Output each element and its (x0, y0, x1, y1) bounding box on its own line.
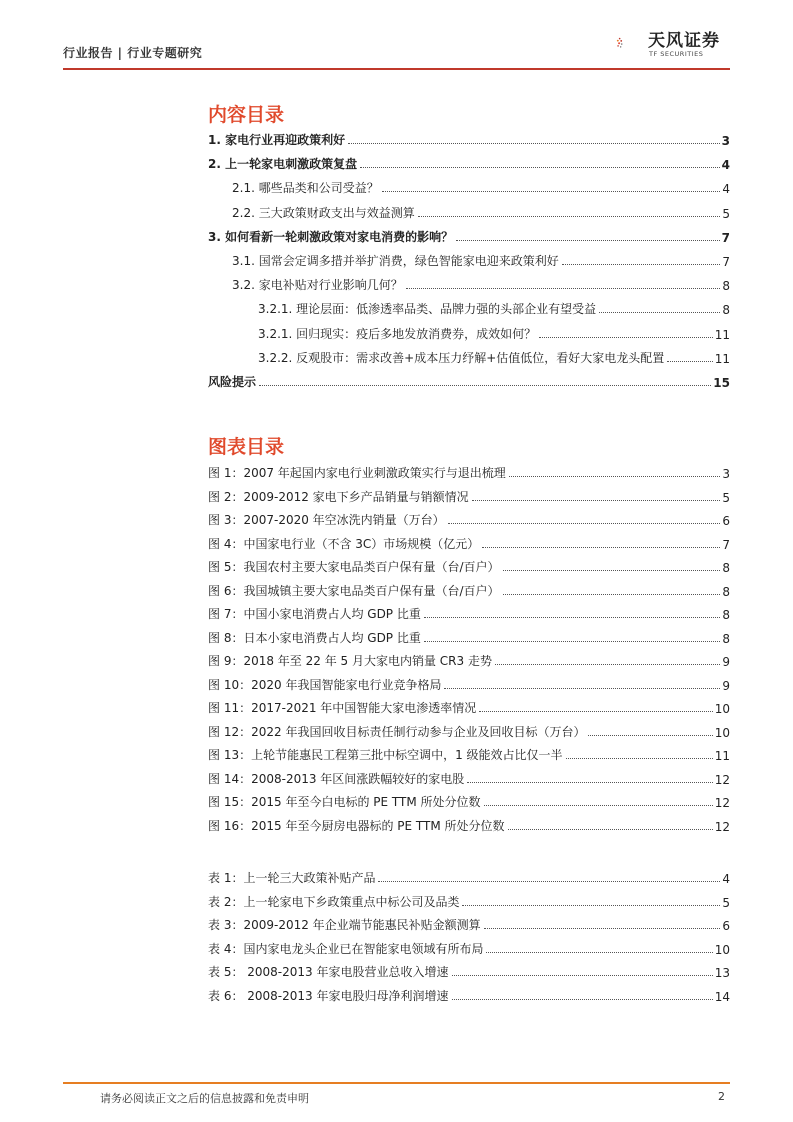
logo-dot (618, 42, 620, 44)
toc-entry-page: 7 (722, 537, 730, 552)
toc-entry-title: 3.2.1. 理论层面：低渗透率品类、品牌力强的头部企业有望受益 (258, 302, 597, 317)
footer-divider (63, 1082, 730, 1084)
toc-entry-page: 5 (722, 895, 730, 910)
toc-entry-title: 1. 家电行业再迎政策利好 (208, 133, 346, 147)
toc-entry-title: 表 1：上一轮三大政策补贴产品 (208, 871, 376, 885)
toc-entry-page: 8 (722, 608, 730, 622)
toc-entry-page: 11 (714, 327, 730, 342)
logo-dot (621, 43, 623, 45)
dot-leader (509, 476, 721, 477)
dot-leader (348, 143, 720, 144)
toc-entry-title: 2.2. 三大政策财政支出与效益测算 (232, 205, 415, 220)
toc-entry[interactable] (208, 915, 730, 933)
dot-leader (444, 688, 720, 689)
toc-entry[interactable] (208, 154, 730, 172)
toc-entry-page: 4 (721, 158, 730, 173)
toc-entry-page: 12 (714, 819, 730, 834)
toc-entry-page: 10 (714, 702, 730, 716)
toc-entry[interactable] (208, 675, 730, 693)
toc-entry-title: 图 15：2015 年至今白电标的 PE TTM 所处分位数 (208, 795, 481, 809)
toc-entry-title: 表 6： 2008-2013 年家电股归母净利润增速 (208, 988, 449, 1003)
toc-entry[interactable] (232, 203, 730, 221)
toc-entry-page: 7 (722, 255, 730, 269)
toc-entry-title: 图 12：2022 年我国回收目标责任制行动参与企业及回收目标（万台） (208, 724, 586, 739)
page-number: 2 (718, 1090, 725, 1103)
toc-entry[interactable] (208, 227, 730, 245)
dot-leader (472, 500, 721, 501)
toc-entry-page: 8 (722, 561, 730, 575)
toc-entry-page: 10 (714, 725, 730, 740)
logo-name: 天风证券 (648, 31, 720, 51)
toc-entry[interactable] (208, 651, 730, 669)
toc-entry-page: 14 (714, 989, 730, 1004)
toc-entry-page: 8 (722, 584, 730, 599)
dot-leader (456, 240, 720, 241)
toc-entry-page: 5 (722, 206, 730, 221)
dot-leader (482, 547, 720, 548)
toc-entry[interactable] (258, 348, 730, 366)
logo-dot (617, 40, 619, 42)
toc-entry[interactable] (232, 251, 730, 269)
toc-entry-title: 图 11：2017-2021 年中国智能大家电渗透率情况 (208, 701, 477, 715)
toc-entry-title: 图 14：2008-2013 年区间涨跌幅较好的家电股 (208, 771, 465, 786)
toc-entry-title: 表 3：2009-2012 年企业端节能惠民补贴金额测算 (208, 918, 481, 932)
toc-entry[interactable] (208, 581, 730, 599)
toc-entry-page: 5 (722, 490, 730, 505)
toc-entry-page: 9 (722, 655, 730, 669)
toc-entry-title: 图 10：2020 年我国智能家电行业竞争格局 (208, 677, 442, 692)
toc-entry[interactable] (208, 986, 730, 1004)
toc-entry-page: 8 (722, 303, 730, 318)
toc-entry-title: 图 5：我国农村主要大家电品类百户保有量（台/百户） (208, 560, 500, 574)
toc-entry-page: 6 (722, 919, 730, 933)
toc-entry[interactable] (208, 463, 730, 481)
toc-entry-title: 风险提示 (208, 375, 257, 389)
toc-entry-title: 表 4：国内家电龙头企业已在智能家电领域有所布局 (208, 941, 484, 956)
tf-securities-logo (616, 20, 646, 66)
toc-entry[interactable] (208, 745, 730, 763)
dot-leader (562, 264, 721, 265)
dot-leader (382, 191, 721, 192)
dot-leader (566, 758, 713, 759)
toc-entry[interactable] (208, 939, 730, 957)
toc-entry[interactable] (232, 275, 730, 293)
dot-leader (467, 782, 712, 783)
toc-entry-page: 8 (722, 631, 730, 646)
toc-entry-page: 11 (714, 749, 730, 763)
dot-leader (503, 570, 721, 571)
dot-leader (452, 975, 713, 976)
dot-leader (479, 711, 712, 712)
contents-title: 内容目录 (208, 104, 285, 126)
toc-entry[interactable] (208, 816, 730, 834)
toc-entry[interactable] (208, 962, 730, 980)
toc-entry-title: 3.2.2. 反观股市：需求改善+成本压力纾解+估值低位，看好大家电龙头配置 (258, 350, 665, 365)
toc-entry-page: 7 (721, 230, 730, 245)
toc-entry-title: 图 16：2015 年至今厨房电器标的 PE TTM 所处分位数 (208, 818, 505, 833)
dot-leader (424, 641, 721, 642)
report-breadcrumb: 行业报告 | 行业专题研究 (63, 46, 203, 60)
toc-entry-page: 3 (721, 134, 730, 148)
toc-entry-page: 10 (714, 942, 730, 957)
toc-entry-title: 3.1. 国常会定调多措并举扩消费，绿色智能家电迎来政策利好 (232, 254, 559, 268)
dot-leader (484, 805, 713, 806)
toc-entry-page: 6 (722, 514, 730, 528)
toc-entry-title: 3.2. 家电补贴对行业影响几何？ (232, 278, 403, 293)
dot-leader (406, 288, 721, 289)
dot-leader (508, 829, 713, 830)
toc-entry-title: 表 5： 2008-2013 年家电股营业总收入增速 (208, 965, 449, 979)
toc-entry[interactable] (208, 510, 730, 528)
dot-leader (462, 905, 720, 906)
dot-leader (667, 361, 712, 362)
logo-subtitle: TF SECURITIES (649, 50, 704, 58)
toc-entry[interactable] (208, 792, 730, 810)
toc-entry-page: 4 (722, 182, 730, 197)
toc-entry-page: 3 (722, 467, 730, 481)
toc-entry-page: 13 (714, 966, 730, 980)
toc-entry-page: 9 (722, 678, 730, 693)
toc-entry-page: 8 (722, 279, 730, 294)
dot-leader (452, 999, 713, 1000)
toc-entry[interactable] (208, 868, 730, 886)
dot-leader (259, 385, 711, 386)
toc-entry-title: 图 13：上轮节能惠民工程第三批中标空调中，1 级能效占比仅一半 (208, 748, 563, 762)
header-divider (63, 68, 730, 70)
toc-entry-title: 2. 上一轮家电刺激政策复盘 (208, 157, 358, 172)
footer-disclaimer: 请务必阅读正文之后的信息披露和免责申明 (100, 1092, 309, 1105)
toc-entry-page: 11 (714, 351, 730, 366)
toc-entry[interactable] (208, 769, 730, 787)
toc-entry-title: 图 4：中国家电行业（不含 3C）市场规模（亿元） (208, 536, 480, 551)
toc-entry[interactable] (258, 324, 730, 342)
dot-leader (484, 928, 721, 929)
toc-entry[interactable] (208, 722, 730, 740)
toc-entry-page: 12 (714, 796, 730, 810)
toc-entry-page: 4 (722, 872, 730, 886)
toc-entry[interactable] (232, 178, 730, 196)
figures-title: 图表目录 (208, 436, 285, 458)
dot-leader (588, 735, 712, 736)
toc-entry[interactable] (208, 372, 730, 390)
toc-entry-title: 图 8：日本小家电消费占人均 GDP 比重 (208, 630, 421, 645)
dot-leader (418, 216, 721, 217)
toc-entry[interactable] (208, 698, 730, 716)
dot-leader (378, 881, 720, 882)
logo-dot (619, 38, 621, 40)
toc-entry-page: 15 (713, 376, 730, 390)
toc-entry-page: 12 (714, 772, 730, 787)
dot-leader (448, 523, 721, 524)
toc-entry[interactable] (208, 604, 730, 622)
dot-leader (486, 952, 712, 953)
toc-entry[interactable] (208, 557, 730, 575)
toc-entry[interactable] (208, 628, 730, 646)
dot-leader (360, 167, 720, 168)
toc-entry-title: 图 1：2007 年起国内家电行业刺激政策实行与退出梳理 (208, 466, 506, 480)
dot-leader (424, 617, 721, 618)
dot-leader (503, 594, 721, 595)
toc-entry-title: 图 3：2007-2020 年空冰洗内销量（万台） (208, 513, 445, 527)
dot-leader (495, 664, 720, 665)
toc-entry[interactable] (208, 130, 730, 148)
toc-entry-title: 表 2：上一轮家电下乡政策重点中标公司及品类 (208, 894, 460, 909)
dot-leader (539, 337, 713, 338)
toc-entry[interactable] (208, 534, 730, 552)
toc-entry-title: 图 9：2018 年至 22 年 5 月大家电内销量 CR3 走势 (208, 654, 492, 668)
toc-entry[interactable] (208, 892, 730, 910)
logo-dot (620, 46, 621, 47)
toc-entry-title: 图 6：我国城镇主要大家电品类百户保有量（台/百户） (208, 583, 500, 598)
logo-dot (620, 40, 622, 42)
dot-leader (599, 312, 720, 313)
toc-entry-title: 3. 如何看新一轮刺激政策对家电消费的影响？ (208, 229, 454, 244)
toc-entry[interactable] (258, 299, 730, 317)
toc-entry-title: 图 2：2009-2012 家电下乡产品销量与销额情况 (208, 489, 469, 504)
toc-entry-title: 2.1. 哪些品类和公司受益？ (232, 181, 379, 196)
toc-entry-title: 3.2.1. 回归现实：疫后多地发放消费券，成效如何？ (258, 326, 537, 341)
logo-dot (617, 45, 619, 47)
toc-entry-title: 图 7：中国小家电消费占人均 GDP 比重 (208, 607, 421, 621)
toc-entry[interactable] (208, 487, 730, 505)
